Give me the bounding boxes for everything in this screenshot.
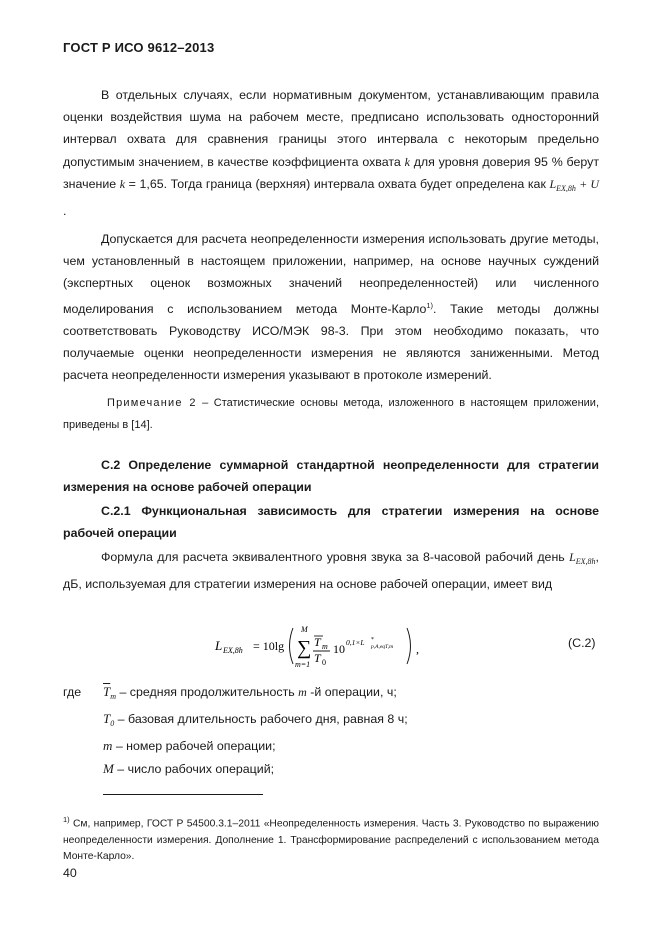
- where-symbol-2: m: [298, 685, 307, 699]
- footnote: [63, 812, 599, 866]
- footnote-reference: 1): [426, 300, 434, 310]
- eq-power-exp-sub: p,A,eqT,m: [371, 644, 394, 650]
- where-symbol: T: [103, 711, 111, 726]
- note-2: [63, 392, 599, 436]
- section-heading-c21: C.2.1 Функциональная зависимость для стратегии измерения на основе рабочей операции: [63, 504, 599, 541]
- paragraph-one-sided-interval: [63, 84, 599, 222]
- where-text: – число рабочих операций;: [113, 762, 275, 776]
- inline-formula-main: L: [549, 176, 557, 191]
- para1-text-b: для уровня доверия 95 % берут значение: [63, 154, 599, 191]
- where-item: [103, 681, 397, 708]
- para2-text-b: . Такие методы должны соответствовать Руководству ИСО/МЭК 98-3. При этом необходимо показать, что получаемые оценки неопределенности измерения не являются заниженными. Метод расчета неопределенности измерения указывают в протоколе измерений.: [63, 301, 599, 383]
- coverage-factor-symbol-2: k: [119, 176, 126, 191]
- where-symbol-sub: m: [110, 692, 117, 701]
- equation-number: (С.2): [568, 636, 596, 650]
- eq-sum-top: M: [301, 625, 308, 634]
- eq-sum-bottom: m=1: [295, 660, 311, 669]
- where-label: где: [63, 685, 82, 699]
- where-symbol: $\overline{T}$: [103, 684, 111, 699]
- inline-formula2-sub: EX,8h: [575, 557, 596, 566]
- eq-power-base: 10: [333, 642, 345, 656]
- para3-text-a: Формула для расчета эквивалентного уровня звука за 8-часовой рабочий день: [101, 550, 570, 564]
- para1-text-d: .: [63, 204, 67, 219]
- eq-sum-sign: ∑: [297, 637, 312, 659]
- page-number: 40: [63, 866, 77, 880]
- where-text: – базовая длительность рабочего дня, равная 8 ч;: [114, 712, 408, 726]
- where-text: – средняя продолжительность: [116, 685, 299, 699]
- eq-log: = 10lg: [253, 639, 285, 653]
- inline-formula-sub: EX,8h: [556, 183, 576, 193]
- paragraph-formula-intro: [63, 546, 599, 595]
- where-text-2: -й операции, ч;: [306, 685, 397, 699]
- paragraph-other-methods: [63, 228, 599, 387]
- eq-frac-den: T: [314, 651, 321, 665]
- where-item: [103, 708, 408, 735]
- where-symbol-sub: 0: [110, 719, 115, 728]
- note-text: – Статистические основы метода, изложенного в настоящем приложении, приведены в [14].: [63, 397, 599, 431]
- eq-tail: ,: [416, 642, 419, 656]
- coverage-factor-symbol: k: [404, 154, 410, 169]
- para1-text-a: В отдельных случаях, если нормативным документом, устанавливающим правила оценки воздействия шума на рабочем месте, предписано использовать односторонний интервал охвата для сравнения границы этого интервала с некоторым предельно допустимым значением, в качестве коэффициента охвата: [63, 88, 599, 169]
- where-symbol: m: [103, 738, 113, 753]
- para2-text-a: Допускается для расчета неопределенности измерения использовать другие методы, чем установленный в настоящем приложении, например, на основе научных суждений (экспертных оценок возможных значений неопределенностей) или численного моделирования с использованием метода Монте-Карло: [63, 232, 599, 316]
- eq-frac-num-sub: m: [322, 642, 328, 651]
- where-item: [103, 758, 274, 780]
- footnote-text: См, например, ГОСТ Р 54500.3.1–2011 «Неопределенность измерения. Часть 3. Руководство по выражению неопределенности измерения. Дополнение 1. Трансформирование распределений с использованием метода Монте-Карло».: [63, 818, 599, 863]
- where-text: – номер рабочей операции;: [112, 739, 276, 753]
- note-label: Примечание 2: [107, 397, 197, 409]
- footnote-mark: 1): [63, 815, 70, 824]
- para3-text-b: , дБ, используемая для стратегии измерения на основе рабочей операции, имеет вид: [63, 550, 599, 592]
- footnote-separator: [103, 794, 263, 795]
- section-heading-c2: C.2 Определение суммарной стандартной неопределенности для стратегии измерения на основе рабочей операции: [63, 458, 599, 495]
- equation-c2: [213, 622, 423, 670]
- eq-right-paren: [407, 628, 411, 664]
- eq-power-exp: 0,1×L: [346, 638, 365, 647]
- where-item: [103, 735, 276, 757]
- eq-frac-num: T: [314, 635, 321, 649]
- document-header: ГОСТ Р ИСО 9612–2013: [63, 40, 215, 55]
- para1-text-c: = 1,65. Тогда граница (верхняя) интервала охвата будет определена как: [125, 176, 550, 191]
- eq-power-exp-sup: *: [371, 637, 374, 643]
- inline-formula-tail: + U: [575, 176, 600, 191]
- eq-left-paren: [290, 628, 294, 664]
- inline-formula2-main: L: [569, 550, 576, 564]
- eq-frac-den-sub: 0: [322, 658, 326, 667]
- eq-lhs: L: [215, 638, 223, 653]
- where-symbol: M: [103, 761, 114, 776]
- eq-lhs-sub: EX,8h: [223, 646, 243, 655]
